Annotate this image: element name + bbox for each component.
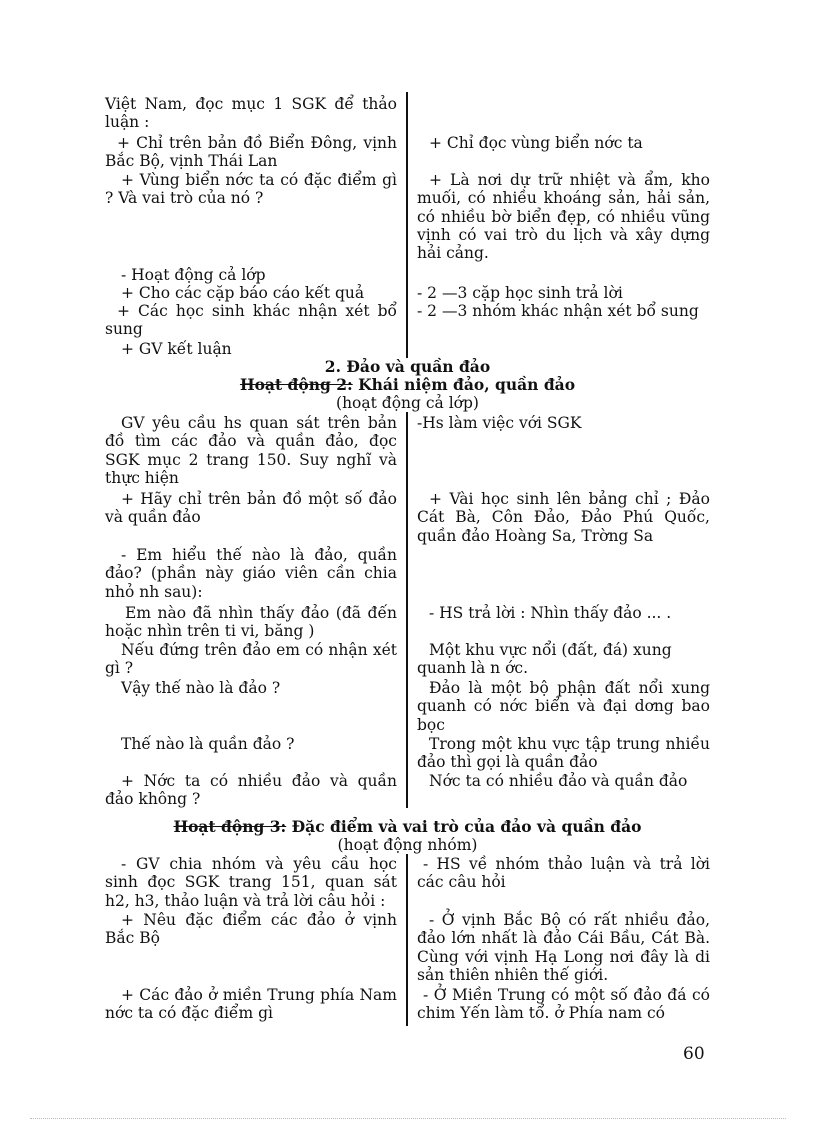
section-2-title: 2. Đảo và quần đảo <box>324 357 491 376</box>
column-divider-2 <box>406 412 408 808</box>
s1-left-others-comment: + Các học sinh khác nhận xét bổ sung <box>105 302 397 339</box>
s2-right-archipelago-definition: Trong một khu vực tập trung nhiều đảo thì gọi là quần đảo <box>417 735 710 772</box>
s2-right-many-islands-answer: Nớc ta có nhiều đảo và quần đảo <box>429 772 688 790</box>
s1-left-intro: Việt Nam, đọc mục 1 SGK để thảo luận : <box>105 95 397 132</box>
s2-right-answer-seen: - HS trả lời : Nhìn thấy đảo ... . <box>429 604 672 622</box>
s1-right-point-map: + Chỉ đọc vùng biển nớc ta <box>429 134 643 152</box>
s2-left-understand-islands: - Em hiểu thế nào là đảo, quần đảo? (phần này giáo viên cần chia nhỏ nh sau): <box>105 546 397 601</box>
activity-3-mode: (hoạt động nhóm) <box>337 836 478 854</box>
s2-left-what-is-island: Vậy thế nào là đảo ? <box>121 679 281 697</box>
activity-2-mode: (hoạt động cả lớp) <box>336 394 479 412</box>
s1-right-pairs-answer: - 2 —3 cặp học sinh trả lời <box>417 284 623 302</box>
bottom-divider <box>30 1118 786 1119</box>
s1-left-point-map: + Chỉ trên bản đồ Biển Đông, vịnh Bắc Bộ, vịnh Thái Lan <box>105 134 397 171</box>
s2-left-standing-on-island: Nếu đứng trên đảo em có nhận xét gì ? <box>105 641 397 678</box>
s2-left-seen-islands: Em nào đã nhìn thấy đảo (đã đến hoặc nhìn trên ti vi, băng ) <box>105 604 397 641</box>
s3-right-gulf-tonkin-answer: - Ở vịnh Bắc Bộ có rất nhiều đảo, đảo lớn nhất là đảo Cái Bầu, Cát Bà. Cùng với vịnh Hạ Long nơi đây là di sản thiên nhiên thế giới. <box>417 911 710 984</box>
column-divider-3 <box>406 854 408 1026</box>
s3-right-central-answer: - Ở Miền Trung có một số đảo đá có chim Yến làm tổ. ở Phía nam có <box>417 986 710 1023</box>
activity-3-label: Hoạt động 3: <box>173 817 287 836</box>
column-divider-1 <box>406 92 408 358</box>
s3-left-group-task: - GV chia nhóm và yêu cầu học sinh đọc SGK trang 151, quan sát h2, h3, thảo luận và trả lời câu hỏi : <box>105 855 397 910</box>
activity-2-heading <box>105 376 710 394</box>
s2-left-observe-map: GV yêu cầu hs quan sát trên bản đồ tìm các đảo và quần đảo, đọc SGK mục 2 trang 150. Suy nghĩ và thực hiện <box>105 414 397 487</box>
s2-right-work-with-book: -Hs làm việc với SGK <box>417 414 582 432</box>
s1-right-groups-comment: - 2 —3 nhóm khác nhận xét bổ sung <box>417 302 699 320</box>
activity-3-heading <box>105 818 710 836</box>
activity-2-title: Khái niệm đảo, quần đảo <box>352 375 576 394</box>
activity-3-title: Đặc điểm và vai trò của đảo và quần đảo <box>286 817 642 836</box>
s2-left-point-islands: + Hãy chỉ trên bản đồ một số đảo và quần đảo <box>105 490 397 527</box>
s3-left-gulf-tonkin-islands: + Nêu đặc điểm các đảo ở vịnh Bắc Bộ <box>105 911 397 948</box>
s3-left-central-south-islands: + Các đảo ở miền Trung phía Nam nớc ta có đặc điểm gì <box>105 986 397 1023</box>
s1-left-pairs-report: + Cho các cặp báo cáo kết quả <box>121 284 365 302</box>
activity-2-label: Hoạt động 2: <box>239 375 353 394</box>
s2-right-raised-area: Một khu vực nổi (đất, đá) xung quanh là n ớc. <box>417 641 672 678</box>
page-number: 60 <box>683 1044 705 1064</box>
s2-right-students-point: + Vài học sinh lên bảng chỉ ; Đảo Cát Bà, Côn Đảo, Đảo Phú Quốc, quần đảo Hoàng Sa, Trờng Sa <box>417 490 710 545</box>
s2-left-many-islands: + Nớc ta có nhiều đảo và quần đảo không ? <box>105 772 397 809</box>
s2-left-what-is-archipelago: Thế nào là quần đảo ? <box>121 735 295 753</box>
s1-right-point-features: + Là nơi dự trữ nhiệt và ẩm, kho muối, có nhiều khoáng sản, hải sản, có nhiều bờ biển đẹp, có nhiều vũng vịnh có vai trò du lịch và xây dựng hải cảng. <box>417 171 710 263</box>
s1-left-class-activity: - Hoạt động cả lớp <box>121 266 266 284</box>
s2-right-island-definition: Đảo là một bộ phận đất nổi xung quanh có nớc biển và đại dơng bao bọc <box>417 679 710 734</box>
s1-left-teacher-conclusion: + GV kết luận <box>121 340 232 358</box>
s3-right-groups-discuss: - HS về nhóm thảo luận và trả lời các câu hỏi <box>417 855 710 892</box>
s1-left-point-features: + Vùng biển nớc ta có đặc điểm gì ? Và vai trò của nó ? <box>105 171 397 208</box>
